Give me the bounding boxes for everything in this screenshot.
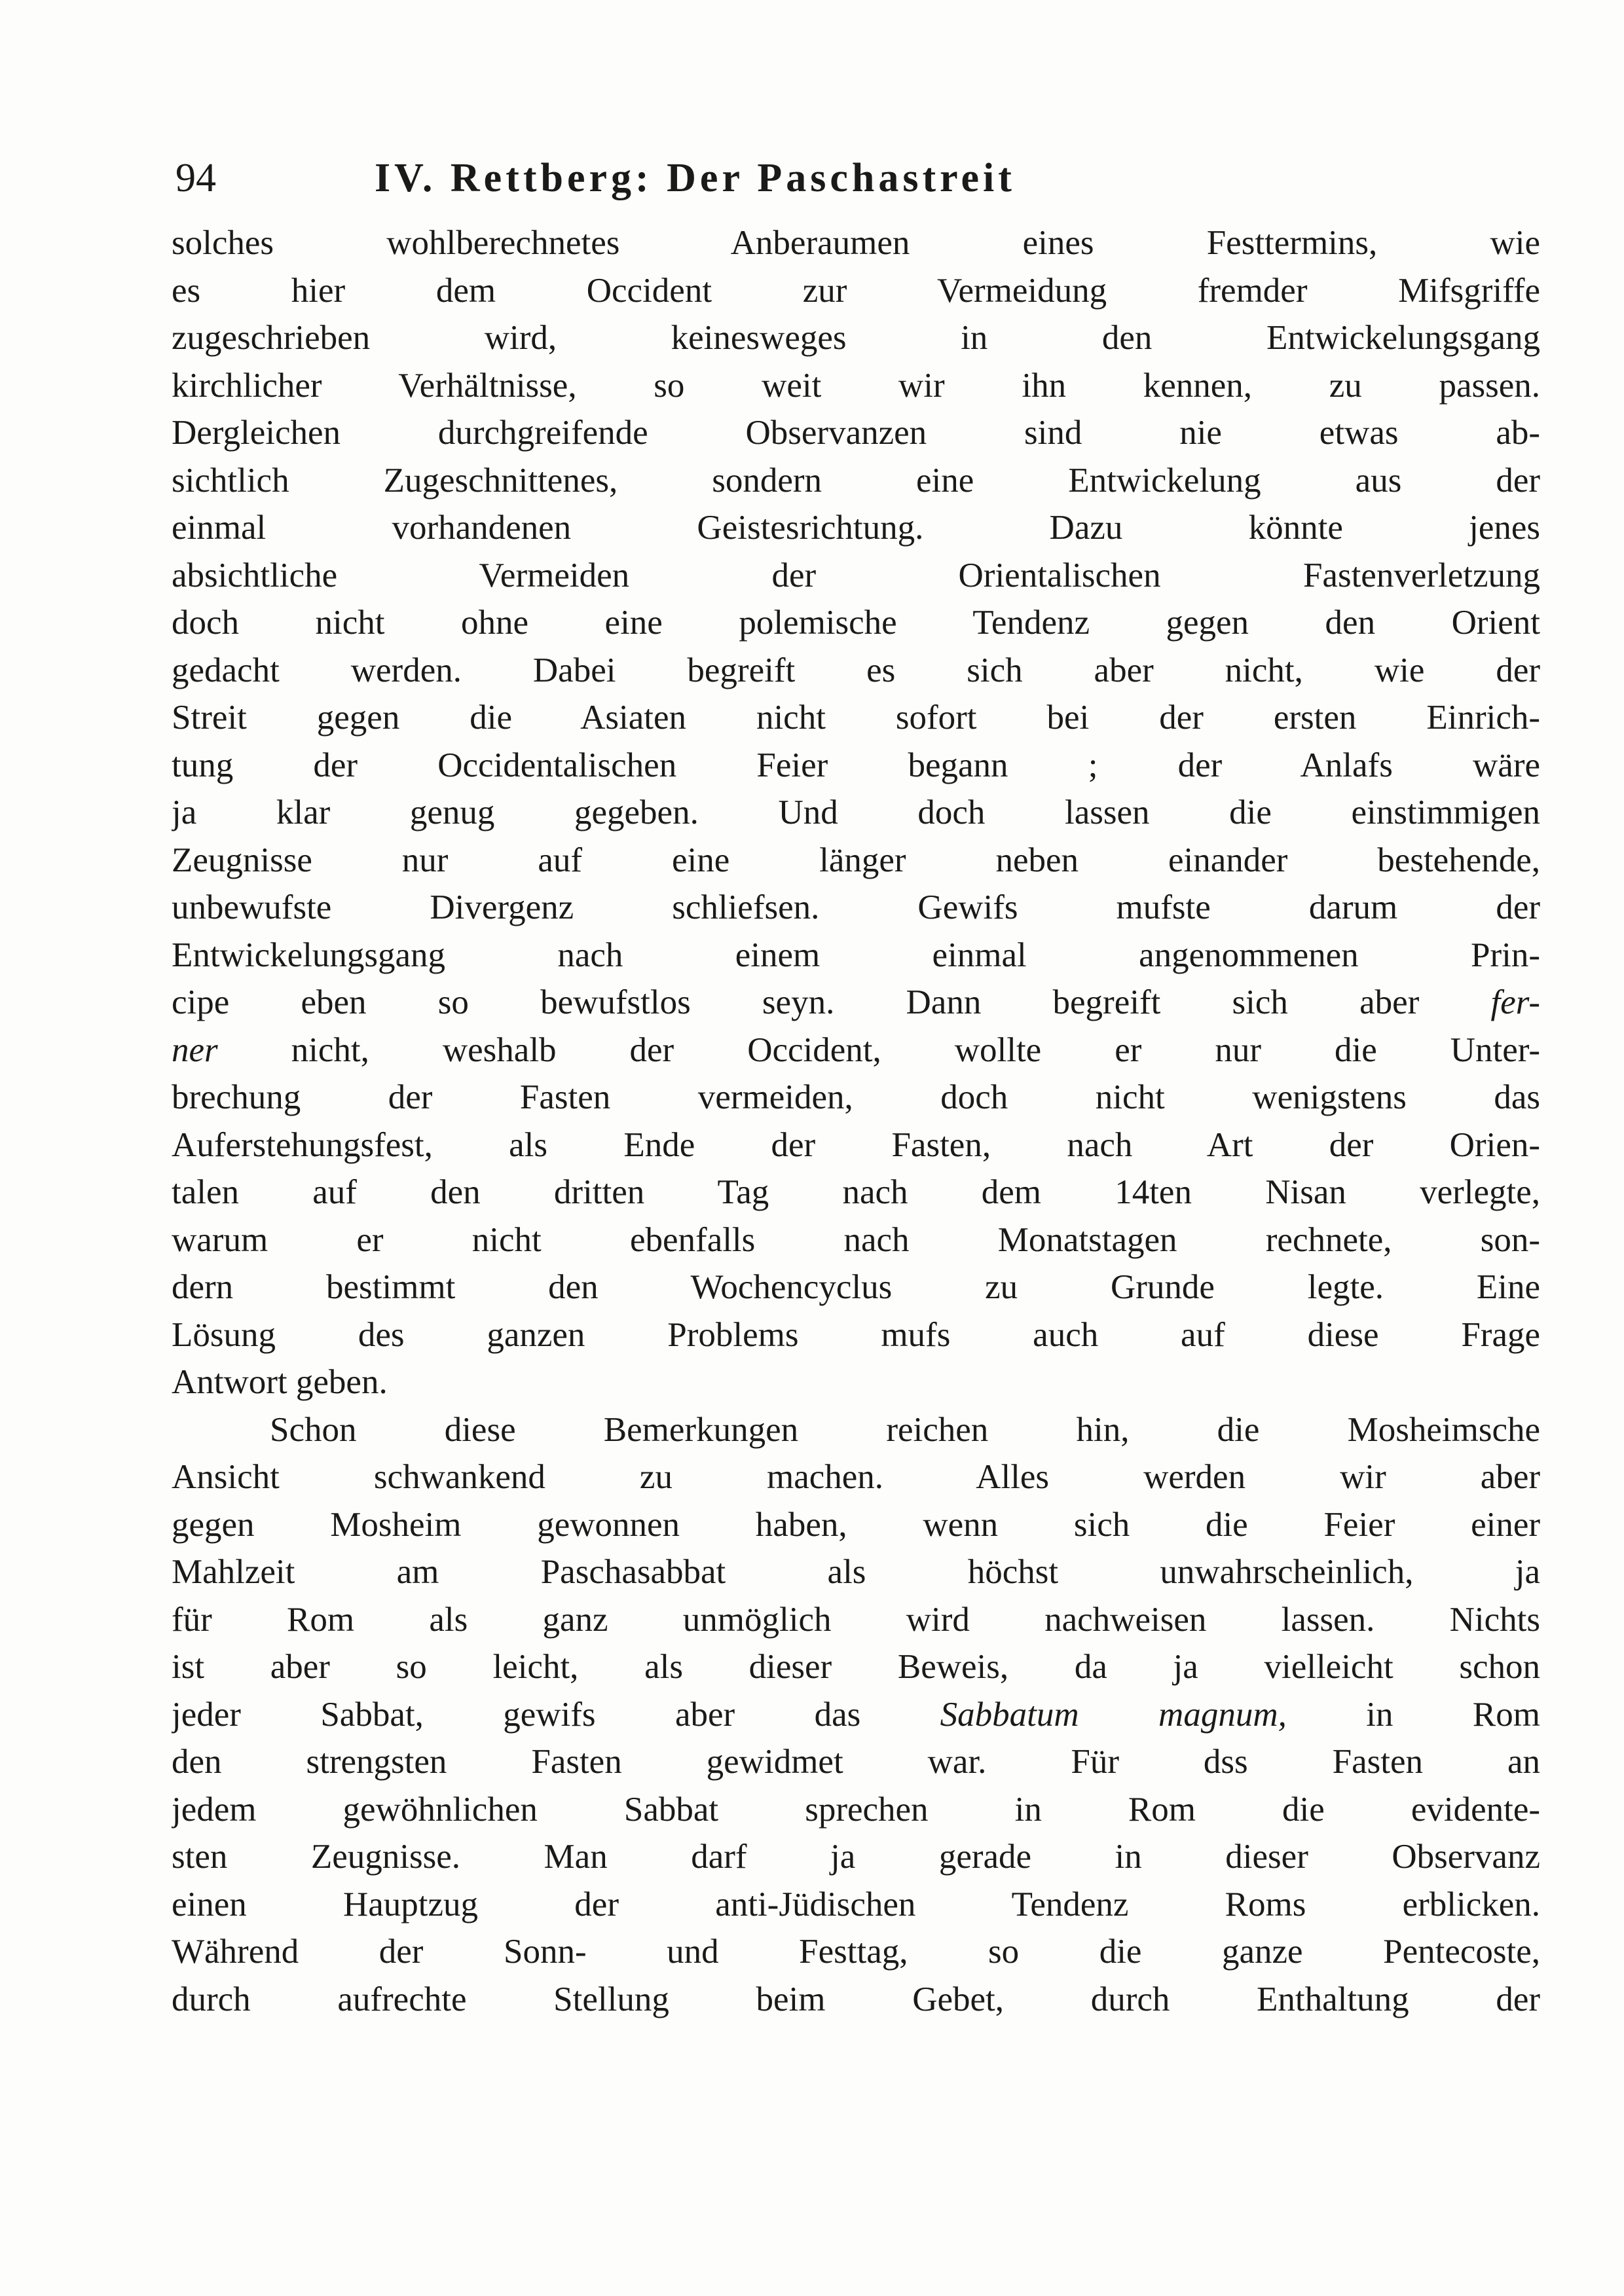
text-line: solches wohlberechnetes Anberaumen eines Festtermins, wie xyxy=(172,224,1540,262)
text-line: kirchlicher Verhältnisse, so weit wir ihn kennen, zu passen. xyxy=(172,366,1540,405)
text-line: Mahlzeit am Paschasabbat als höchst unwahrscheinlich, ja xyxy=(172,1553,1540,1591)
text-line: einen Hauptzug der anti-Jüdischen Tendenz Roms erblicken. xyxy=(172,1885,1540,1923)
text-line-with-italic xyxy=(172,979,1540,1027)
italic-fragment: fer- xyxy=(1490,983,1540,1021)
text-line: durch aufrechte Stellung beim Gebet, durch Enthaltung der xyxy=(172,1980,1540,2018)
text-fragment: jeder Sabbat, gewifs aber das xyxy=(172,1695,861,1734)
italic-fragment: Sabbatum magnum, xyxy=(940,1695,1287,1734)
text-line: Zeugnisse nur auf eine länger neben einander bestehende, xyxy=(172,841,1540,879)
text-line-with-italic xyxy=(172,1027,1540,1074)
text-line: zugeschrieben wird, keinesweges in den Entwickelungsgang xyxy=(172,319,1540,357)
text-line: den strengsten Fasten gewidmet war. Für dss Fasten an xyxy=(172,1743,1540,1781)
text-line: Ansicht schwankend zu machen. Alles werden wir aber xyxy=(172,1458,1540,1496)
text-line: Entwickelungsgang nach einem einmal angenommenen Prin- xyxy=(172,936,1540,974)
text-line: doch nicht ohne eine polemische Tendenz gegen den Orient xyxy=(172,604,1540,642)
text-line: sichtlich Zugeschnittenes, sondern eine Entwickelung aus der xyxy=(172,461,1540,500)
text-line: Auferstehungsfest, als Ende der Fasten, nach Art der Orien- xyxy=(172,1125,1540,1164)
text-line-with-italic xyxy=(172,1691,1540,1739)
text-line: für Rom als ganz unmöglich wird nachweisen lassen. Nichts xyxy=(172,1600,1540,1639)
text-line: jedem gewöhnlichen Sabbat sprechen in Rom die evidente- xyxy=(172,1790,1540,1829)
text-line: warum er nicht ebenfalls nach Monatstagen rechnete, son- xyxy=(172,1220,1540,1259)
text-line: Lösung des ganzen Problems mufs auch auf diese Frage xyxy=(172,1315,1540,1354)
text-line: ist aber so leicht, als dieser Beweis, da ja vielleicht schon xyxy=(172,1648,1540,1686)
text-line: Antwort geben. xyxy=(172,1363,388,1401)
text-line: gedacht werden. Dabei begreift es sich aber nicht, wie der xyxy=(172,651,1540,689)
text-line: Während der Sonn- und Festtag, so die ganze Pentecoste, xyxy=(172,1933,1540,1971)
italic-fragment: ner xyxy=(172,1030,218,1069)
running-head: IV. Rettberg: Der Paschastreit xyxy=(375,156,1016,200)
text-fragment: in Rom xyxy=(1366,1695,1540,1734)
text-line: es hier dem Occident zur Vermeidung fremder Mifsgriffe xyxy=(172,271,1540,310)
text-line: tung der Occidentalischen Feier begann ; der Anlafs wäre xyxy=(172,746,1540,784)
text-line: gegen Mosheim gewonnen haben, wenn sich die Feier einer xyxy=(172,1505,1540,1544)
body-text xyxy=(172,219,1540,2023)
text-line: sten Zeugnisse. Man darf ja gerade in dieser Observanz xyxy=(172,1838,1540,1876)
text-line: ja klar genug gegeben. Und doch lassen die einstimmigen xyxy=(172,793,1540,831)
text-line: Streit gegen die Asiaten nicht sofort bei der ersten Einrich- xyxy=(172,699,1540,737)
page-header xyxy=(175,145,1315,211)
text-fragment: nicht, weshalb der Occident, wollte er nur die Unter- xyxy=(291,1030,1540,1069)
text-fragment: cipe eben so bewufstlos seyn. Dann begreift sich aber xyxy=(172,983,1420,1021)
text-line: absichtliche Vermeiden der Orientalischen Fastenverletzung xyxy=(172,556,1540,594)
text-line: talen auf den dritten Tag nach dem 14ten Nisan verlegte, xyxy=(172,1173,1540,1211)
text-line: Dergleichen durchgreifende Observanzen sind nie etwas ab- xyxy=(172,414,1540,452)
page-number: 94 xyxy=(175,156,216,200)
text-line: einmal vorhandenen Geistesrichtung. Dazu könnte jenes xyxy=(172,509,1540,547)
text-line: dern bestimmt den Wochencyclus zu Grunde legte. Eine xyxy=(172,1268,1540,1306)
text-line: unbewufste Divergenz schliefsen. Gewifs mufste darum der xyxy=(172,888,1540,926)
text-line: brechung der Fasten vermeiden, doch nicht wenigstens das xyxy=(172,1078,1540,1116)
text-line: Schon diese Bemerkungen reichen hin, die Mosheimsche xyxy=(270,1410,1540,1449)
